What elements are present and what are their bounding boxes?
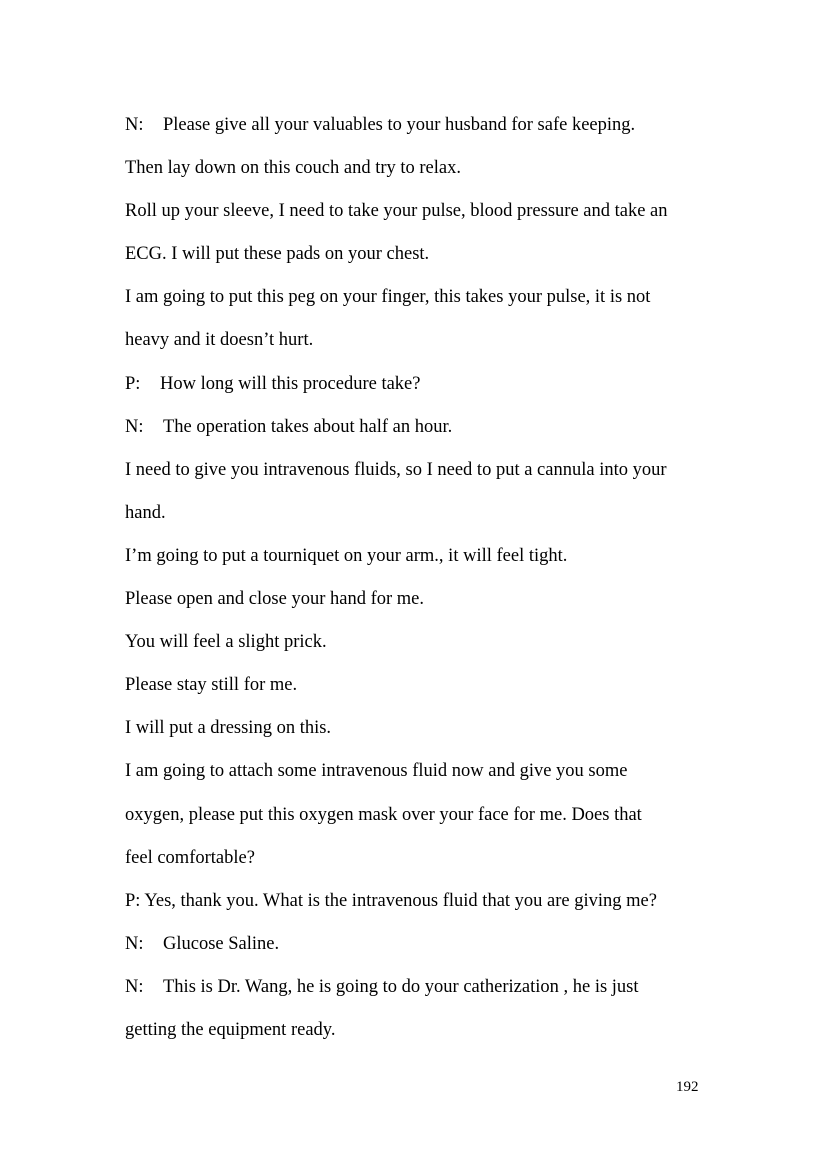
dialogue-line: [125, 535, 715, 578]
dialogue-line: [125, 233, 715, 276]
dialogue-line: [125, 449, 715, 492]
dialogue-line: [125, 104, 715, 147]
dialogue-line: [125, 190, 715, 233]
speaker-label: N:: [125, 115, 144, 135]
line-text: heavy and it doesn’t hurt.: [125, 330, 314, 351]
line-text: The operation takes about half an hour.: [163, 416, 453, 437]
line-text: I am going to attach some intravenous fluid now and give you some: [125, 761, 628, 782]
dialogue-line: [125, 966, 715, 1009]
dialogue-line: [125, 1009, 715, 1052]
dialogue-line: [125, 794, 715, 837]
line-text: ECG. I will put these pads on your chest.: [125, 244, 430, 265]
line-text: Glucose Saline.: [163, 933, 280, 954]
dialogue-line: [125, 837, 715, 880]
dialogue-line: [125, 406, 715, 449]
line-text: I need to give you intravenous fluids, so I need to put a cannula into your: [125, 459, 667, 480]
line-text: Please give all your valuables to your husband for safe keeping.: [163, 115, 636, 135]
line-text: getting the equipment ready.: [125, 1019, 336, 1040]
line-text: feel comfortable?: [125, 847, 255, 868]
dialogue-line: [125, 147, 715, 190]
dialogue-line: [125, 664, 715, 707]
line-text: I am going to put this peg on your finger, this takes your pulse, it is not: [125, 287, 651, 308]
line-text: Please open and close your hand for me.: [125, 589, 424, 610]
dialogue-line: [125, 621, 715, 664]
line-text: You will feel a slight prick.: [125, 632, 327, 653]
line-text: Please stay still for me.: [125, 675, 298, 696]
line-text: I will put a dressing on this.: [125, 718, 332, 739]
dialogue-line: [125, 276, 715, 319]
line-text: How long will this procedure take?: [160, 373, 421, 394]
dialogue-line: [125, 750, 715, 793]
dialogue-text: [125, 104, 715, 1052]
speaker-label: N:: [125, 933, 144, 954]
dialogue-line: [125, 492, 715, 535]
dialogue-line: [125, 319, 715, 362]
dialogue-line: [125, 363, 715, 406]
speaker-label: P:: [125, 373, 141, 394]
dialogue-line: [125, 707, 715, 750]
speaker-label: N:: [125, 976, 144, 997]
dialogue-line: [125, 578, 715, 621]
speaker-label: N:: [125, 416, 144, 437]
line-text: This is Dr. Wang, he is going to do your catherization , he is just: [163, 976, 639, 997]
dialogue-line: [125, 880, 715, 923]
line-text: Then lay down on this couch and try to relax.: [125, 158, 461, 179]
page-number: 192: [676, 1079, 699, 1095]
line-text: P: Yes, thank you. What is the intravenous fluid that you are giving me?: [125, 890, 657, 911]
line-text: I’m going to put a tourniquet on your arm., it will feel tight.: [125, 545, 568, 566]
line-text: hand.: [125, 502, 166, 523]
dialogue-line: [125, 923, 715, 966]
line-text: Roll up your sleeve, I need to take your pulse, blood pressure and take an: [125, 201, 668, 222]
line-text: oxygen, please put this oxygen mask over your face for me. Does that: [125, 804, 642, 825]
